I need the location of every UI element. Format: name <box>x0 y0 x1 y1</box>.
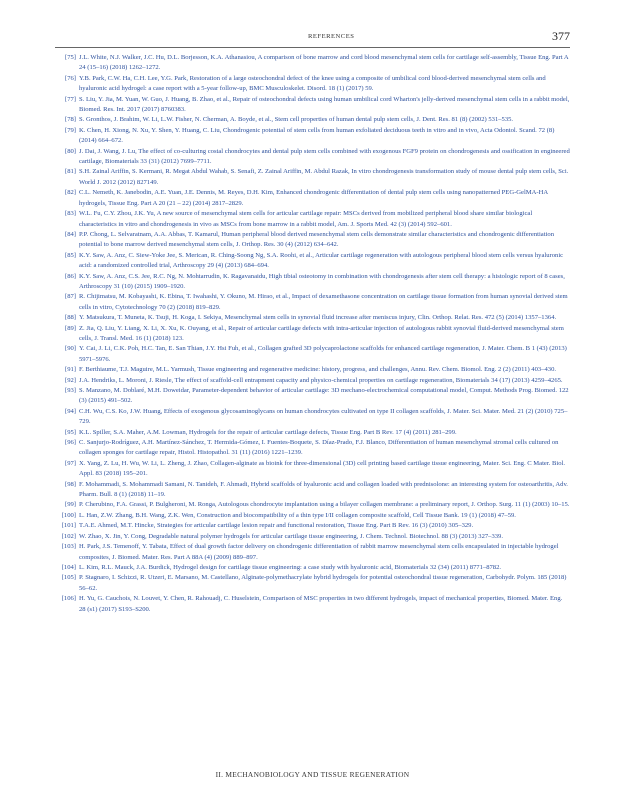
reference-item <box>55 376 570 386</box>
reference-link[interactable]: H. Yu, G. Cauchois, N. Louvet, Y. Chen, R. Rahouadj, C. Huselstein, Comparison of MSC properties in two different hydrogels, impact of mechanical properties, Biomed. Mater. Eng. 28 (s1) (2017) S193–S200. <box>79 595 563 613</box>
reference-number: [90] <box>65 345 76 353</box>
reference-item <box>55 126 570 147</box>
reference-link[interactable]: K.L. Spiller, S.A. Maher, A.M. Lowman, Hydrogels for the repair of articular cartilage defects, Tissue Eng. Part B Rev. 17 (4) (2011) 281–299. <box>79 428 457 436</box>
reference-link[interactable]: H. Park, J.S. Temenoff, Y. Tabata, Effect of dual growth factor delivery on chondrogenic differentiation of rabbit marrow mesenchymal stem cells encapsulated in injectable hydrogel composites, J. Biomed. Mater. Res. Part A 88A (4) (2009) 889–897. <box>79 543 559 561</box>
reference-number: [81] <box>65 168 76 176</box>
reference-number: [93] <box>65 387 76 394</box>
reference-number: [77] <box>65 95 76 103</box>
reference-link[interactable]: Y.B. Park, C.W. Ha, C.H. Lee, Y.G. Park, Restoration of a large osteochondral defect of the knee using a composite of umbilical cord blood-derived mesenchymal stem cells and hyaluronic acid hydrogel: a case report with a 5-year follow-up, BMC Musculoskelet. Disord. 18 (1) (2017) 59. <box>79 74 546 93</box>
reference-link[interactable]: J.L. White, N.J. Walker, J.C. Hu, D.L. Borjesson, K.A. Athanasiou, A comparison of bone marrow and cord blood mesenchymal stem cells for cartilage self-assembly, Tissue Eng. Part A 24 (15–16) (2018) 1262–1272. <box>79 54 569 72</box>
section-title: REFERENCES <box>308 33 355 40</box>
reference-link[interactable]: Y. Matsukura, T. Muneta, K. Tsuji, H. Koga, I. Sekiya, Mesenchymal stem cells in synovial fluid increase after meniscus injury, Clin. Orthop. Relat. Res. 472 (5) (2014) 1357–1364. <box>79 314 557 322</box>
reference-link[interactable]: K.Y. Saw, A. Anz, C.S. Jee, R.C. Ng, N. Mohtarrudin, K. Ragavanaidu, High tibial osteotomy in combination with chondrogenesis after stem cell therapy: a histologic report of 8 cases, Arthroscopy 31 (10) (2015) 1909–1920. <box>79 272 565 290</box>
reference-number: [92] <box>65 376 76 384</box>
reference-number: [79] <box>65 126 76 134</box>
reference-number: [82] <box>65 189 76 197</box>
reference-number: [76] <box>65 74 76 82</box>
page-number: 377 <box>552 29 570 43</box>
reference-link[interactable]: K. Chen, H. Xiong, N. Xu, Y. Shen, Y. Huang, C. Liu, Chondrogenic potential of stem cells from human exfoliated deciduous teeth in vitro and in vivo, Acta Odontol. Scand. 72 (8) (2014) 664–672. <box>79 126 555 145</box>
reference-link[interactable]: L. Kim, R.L. Mauck, J.A. Burdick, Hydrogel design for cartilage tissue engineering: a case study with hyaluronic acid, Biomaterials 32 (34) (2011) 8771–8782. <box>79 563 502 571</box>
reference-link[interactable]: P. Cherubino, F.A. Grassi, P. Bulgheroni, M. Ronga, Autologous chondrocyte implantation using a bilayer collagen membrane: a preliminary report, J. Orthop. Surg. 11 (1) (2003) 10–15. <box>79 501 570 509</box>
reference-number: [98] <box>65 480 76 488</box>
reference-number: [91] <box>65 366 76 374</box>
reference-number: [83] <box>65 210 76 218</box>
reference-number: [89] <box>65 324 76 332</box>
reference-item <box>55 272 570 293</box>
reference-item <box>55 209 570 230</box>
reference-item <box>55 188 570 209</box>
reference-item <box>55 365 570 375</box>
reference-number: [104] <box>61 563 76 571</box>
reference-item <box>55 459 570 480</box>
reference-number: [103] <box>61 543 76 551</box>
reference-item <box>55 167 570 188</box>
reference-link[interactable]: Z. Jia, Q. Liu, Y. Liang, X. Li, X. Xu, K. Ouyang, et al., Repair of articular cartilage defects with intra-articular injection of autologous rabbit synovial fluid-derived mesenchymal stem cells, J. Transl. Med. 16 (1) (2018) 123. <box>79 324 564 342</box>
reference-number: [100] <box>61 511 76 519</box>
reference-item <box>55 344 570 365</box>
reference-item <box>55 324 570 345</box>
reference-item <box>55 428 570 438</box>
reference-number: [88] <box>65 314 76 322</box>
reference-link[interactable]: C. Sanjurjo-Rodríguez, A.H. Martínez-Sánchez, T. Hermida-Gómez, I. Fuentes-Boquete, S. Díaz-Prado, F.J. Blanco, Differentiation of human mesenchymal stromal cells cultured on collagen sponges for cartilage repair, Histol. Histopathol. 31 (11) (2016) 1221–1239. <box>79 439 559 457</box>
reference-number: [85] <box>65 251 76 259</box>
header-rule <box>55 47 570 48</box>
reference-item <box>55 407 570 428</box>
running-footer: II. MECHANOBIOLOGY AND TISSUE REGENERATION <box>215 770 410 779</box>
reference-number: [75] <box>65 54 76 61</box>
reference-number: [102] <box>61 532 76 540</box>
reference-link[interactable]: R. Chijimatsu, M. Kobayashi, K. Ebina, T. Iwahashi, Y. Okuno, M. Hirao, et al., Impact of dexamethasone concentration on cartilage tissue formation from human synovial derived stem cells in vitro, Cytotechnology 70 (2) (2018) 819–829. <box>79 293 568 311</box>
reference-link[interactable]: W.L. Fu, C.Y. Zhou, J.K. Yu, A new source of mesenchymal stem cells for articular cartilage repair: MSCs derived from mobilized peripheral blood share similar biological characteristics in vitro and chondrogenesis in vivo as MSCs from bone marrow in a rabbit model, Am. J. Sports Med. 42 (3) (2014) 592–601. <box>79 210 533 228</box>
reference-number: [84] <box>65 230 76 238</box>
reference-number: [95] <box>65 428 76 436</box>
reference-item <box>55 500 570 510</box>
reference-number: [87] <box>65 293 76 301</box>
reference-item <box>55 313 570 323</box>
reference-item <box>55 573 570 594</box>
running-header <box>0 30 625 46</box>
reference-link[interactable]: C.H. Wu, C.S. Ko, J.W. Huang, Effects of exogenous glycosaminoglycans on human chondrocytes cultivated on type II collagen scaffolds, J. Mater. Sci. Mater. Med. 21 (2) (2010) 725–729. <box>79 407 568 426</box>
reference-number: [99] <box>65 501 76 509</box>
reference-link[interactable]: P. Stagnaro, I. Schizzi, R. Utzeri, E. Marsano, M. Castellano, Alginate-polymethacrylate hybrid hydrogels for potential osteochondral tissue regeneration, Carbohydr. Polym. 185 (2018) 56–62. <box>79 574 567 592</box>
reference-item <box>55 230 570 251</box>
reference-number: [78] <box>65 116 76 124</box>
reference-link[interactable]: T.A.E. Ahmed, M.T. Hincke, Strategies for articular cartilage lesion repair and functional restoration, Tissue Eng. Part B Rev. 16 (3) (2010) 305–329. <box>79 522 474 530</box>
reference-link[interactable]: C.L. Nemeth, K. Janebodin, A.E. Yuan, J.E. Dennis, M. Reyes, D.H. Kim, Enhanced chondrogenic differentiation of dental pulp stem cells using nanopatterned PEG-GelMA-HA hydrogels, Tissue Eng. Part A 20 (21 – 22) (2014) 2817–2829. <box>79 189 548 207</box>
reference-item <box>55 594 570 615</box>
reference-number: [86] <box>65 272 76 280</box>
reference-number: [97] <box>65 459 76 467</box>
reference-list <box>55 53 570 615</box>
reference-link[interactable]: J.A. Hendriks, L. Moroni, J. Riesle, The effect of scaffold-cell entrapment capacity and physico-chemical properties on cartilage regeneration, Biomaterials 34 (17) (2013) 4259–4265. <box>79 376 563 384</box>
reference-item <box>55 563 570 573</box>
reference-link[interactable]: S.H. Zainal Ariffin, S. Kermani, R. Megat Abdul Wahab, S. Senafi, Z. Zainal Ariffin, M. Abdul Razak, In vitro chondrogenesis transformation study of mouse dental pulp stem cells, Sci. World J. 2012 (2012) 827149. <box>79 168 569 186</box>
reference-item <box>55 511 570 521</box>
reference-item <box>55 386 570 407</box>
reference-item <box>55 115 570 125</box>
reference-link[interactable]: J. Dai, J. Wang, J. Lu, The effect of co-culturing costal chondrocytes and dental pulp stem cells combined with exogenous FGF9 protein on chondrogenesis and ossification in engineered cartilage, Biomaterials 33 (31) (2012) 7699–7711. <box>79 147 570 166</box>
reference-item <box>55 480 570 501</box>
reference-item <box>55 521 570 531</box>
reference-item <box>55 292 570 313</box>
reference-item <box>55 438 570 459</box>
reference-link[interactable]: F. Mohammadi, S. Mohammadi Samani, N. Tanideh, F. Ahmadi, Hybrid scaffolds of hyaluronic acid and collagen loaded with prednisolone: an interesting system for osteoarthritis, Adv. Pharm. Bull. 8 (1) (2018) 11–19. <box>79 480 568 499</box>
reference-number: [94] <box>65 407 76 415</box>
reference-number: [101] <box>61 522 76 530</box>
reference-link[interactable]: Y. Cai, J. Li, C.K. Poh, H.C. Tan, E. San Thian, J.Y. Hsi Fuh, et al., Collagen grafted 3D polycaprolactone scaffolds for enhanced cartilage regeneration, J. Mater. Chem. B 1 (43) (2013) 5971–5976. <box>79 345 567 363</box>
reference-link[interactable]: W. Zhao, X. Jin, Y. Cong, Degradable natural polymer hydrogels for articular cartilage tissue engineering, J. Chem. Technol. Biotechnol. 88 (3) (2013) 327–339. <box>79 532 504 540</box>
reference-link[interactable]: F. Berthiaume, T.J. Maguire, M.L. Yarmush, Tissue engineering and regenerative medicine: history, progress, and challenges, Annu. Rev. Chem. Biomol. Eng. 2 (2) (2011) 403–430. <box>79 366 557 374</box>
reference-link[interactable]: S. Manzano, M. Doblaré, M.H. Doweidar, Parameter-dependent behavior of articular cartilage: 3D mechano-electrochemical computational model, Comput. Methods Prog. Biomed. 122 (3) (2015) 491–502. <box>79 387 569 405</box>
reference-number: [105] <box>61 574 76 582</box>
reference-item <box>55 147 570 168</box>
reference-link[interactable]: X. Yang, Z. Lu, H. Wu, W. Li, L. Zheng, J. Zhao, Collagen-alginate as bioink for three-dimensional (3D) cell printing based cartilage tissue engineering, Mater. Sci. Eng. C Mater. Biol. Appl. 83 (2018) 195–201. <box>79 459 565 478</box>
reference-link[interactable]: P.P. Chong, L. Selvaratnam, A.A. Abbas, T. Kamarul, Human peripheral blood derived mesenchymal stem cells demonstrate similar characteristics and chondrogenic differentiation potential to bone marrow derived mesenchymal stem cells, J. Orthop. Res. 30 (4) (2012) 634–642. <box>79 230 554 249</box>
reference-number: [80] <box>65 147 76 155</box>
reference-number: [106] <box>61 595 76 603</box>
reference-item <box>55 542 570 563</box>
reference-number: [96] <box>65 439 76 447</box>
reference-link[interactable]: L. Han, Z.W. Zhang, B.H. Wang, Z.K. Wen, Construction and biocompatibility of a thin type I/II collagen composite scaffold, Cell Tissue Bank. 19 (1) (2018) 47–59. <box>79 511 516 519</box>
reference-item <box>55 74 570 95</box>
reference-item <box>55 95 570 116</box>
reference-link[interactable]: S. Liu, Y. Jia, M. Yuan, W. Guo, J. Huang, B. Zhao, et al., Repair of osteochondral defects using human umbilical cord Wharton's jelly-derived mesenchymal stem cells in a rabbit model, Biomed. Res. Int. 2017 (2017) 8760383. <box>79 95 570 114</box>
reference-link[interactable]: K.Y. Saw, A. Anz, C. Siew-Yoke Jee, S. Merican, R. Ching-Soong Ng, S.A. Roohi, et al., Articular cartilage regeneration with autologous peripheral blood stem cells versus hyaluronic acid: a randomized controlled trial, Arthroscopy 29 (4) (2013) 684–694. <box>79 251 564 270</box>
reference-item <box>55 53 570 74</box>
reference-item <box>55 532 570 542</box>
reference-link[interactable]: S. Gronthos, J. Brahim, W. Li, L.W. Fisher, N. Cherman, A. Boyde, et al., Stem cell properties of human dental pulp stem cells, J. Dent. Res. 81 (8) (2002) 531–535. <box>79 116 514 124</box>
reference-item <box>55 251 570 272</box>
